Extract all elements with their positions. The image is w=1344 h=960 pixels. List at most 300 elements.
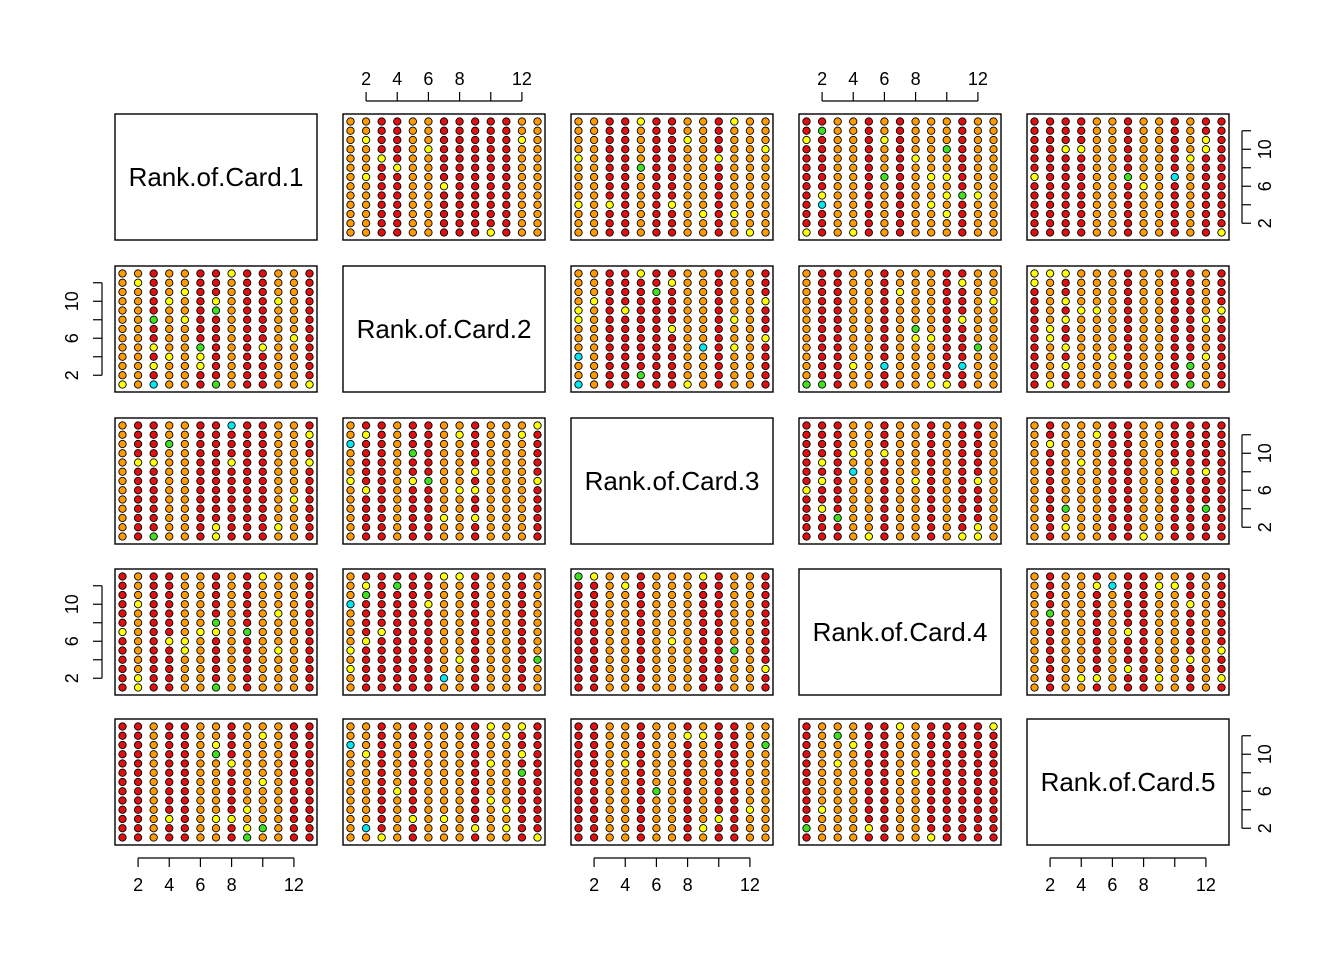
data-point [228,834,235,841]
data-point [275,675,282,682]
data-point [637,183,644,190]
data-point [471,524,478,531]
data-point [896,353,903,360]
data-point [534,638,541,645]
data-point [684,127,691,134]
data-point [881,825,888,832]
data-point [881,173,888,180]
data-point [881,279,888,286]
data-point [865,459,872,466]
data-point [306,422,313,429]
data-point [590,325,597,332]
data-point [347,619,354,626]
data-point [181,450,188,457]
data-point [150,450,157,457]
data-point [471,788,478,795]
data-point [1093,684,1100,691]
data-point [259,751,266,758]
data-point [1062,372,1069,379]
data-point [134,325,141,332]
data-point [1155,372,1162,379]
data-point [1046,665,1053,672]
data-point [378,582,385,589]
data-point [228,533,235,540]
data-point [119,440,126,447]
data-point [684,619,691,626]
data-point [1124,656,1131,663]
data-point [1171,136,1178,143]
data-point [1062,307,1069,314]
data-point [134,751,141,758]
data-point [1124,127,1131,134]
data-point [378,514,385,521]
data-point [762,372,769,379]
data-point [290,610,297,617]
data-point [228,769,235,776]
data-point [181,806,188,813]
data-point [534,422,541,429]
data-point [290,815,297,822]
data-point [731,127,738,134]
data-point [181,778,188,785]
data-point [197,344,204,351]
data-point [119,477,126,484]
data-point [197,656,204,663]
data-point [409,797,416,804]
data-point [134,656,141,663]
data-point [534,155,541,162]
data-point [1171,298,1178,305]
data-point [259,582,266,589]
data-point [927,723,934,730]
data-point [197,806,204,813]
data-point [150,533,157,540]
data-point [912,769,919,776]
data-point [622,834,629,841]
data-point [637,684,644,691]
data-point [943,769,950,776]
data-point [378,815,385,822]
data-point [471,741,478,748]
data-point [575,769,582,776]
data-point [1171,487,1178,494]
data-point [990,201,997,208]
data-point [456,760,463,767]
data-point [259,825,266,832]
data-point [1140,381,1147,388]
data-point [1109,468,1116,475]
data-point [487,468,494,475]
data-point [668,127,675,134]
data-point [927,514,934,521]
data-point [306,505,313,512]
data-point [394,192,401,199]
data-point [243,815,250,822]
data-point [803,325,810,332]
data-point [409,582,416,589]
data-point [896,524,903,531]
data-point [1155,422,1162,429]
panel-r4-c2 [343,569,545,695]
data-point [912,127,919,134]
data-point [818,288,825,295]
data-point [746,155,753,162]
data-point [306,619,313,626]
data-point [440,601,447,608]
data-point [119,797,126,804]
data-point [834,825,841,832]
data-point [1202,431,1209,438]
data-point [394,628,401,635]
data-point [1093,316,1100,323]
data-point [715,834,722,841]
data-point [440,496,447,503]
data-point [1171,220,1178,227]
data-point [166,797,173,804]
data-point [1078,582,1085,589]
data-point [228,487,235,494]
data-point [134,279,141,286]
data-point [306,815,313,822]
data-point [197,477,204,484]
data-point [166,279,173,286]
data-point [1140,201,1147,208]
data-point [762,806,769,813]
data-point [974,127,981,134]
data-point [503,468,510,475]
data-point [425,450,432,457]
data-point [746,146,753,153]
data-point [1155,325,1162,332]
data-point [534,183,541,190]
data-point [699,210,706,217]
data-point [606,591,613,598]
data-point [425,732,432,739]
data-point [275,760,282,767]
data-point [803,815,810,822]
data-point [378,778,385,785]
data-point [1202,220,1209,227]
data-point [990,192,997,199]
data-point [518,524,525,531]
data-point [1187,591,1194,598]
panel-r3-c3 [571,418,773,544]
data-point [503,477,510,484]
panel-r4-c1 [115,569,317,695]
data-point [534,192,541,199]
data-point [1202,201,1209,208]
data-point [1109,127,1116,134]
data-point [881,815,888,822]
data-point [1155,201,1162,208]
data-point [197,638,204,645]
data-point [275,353,282,360]
data-point [1124,279,1131,286]
data-point [150,514,157,521]
data-point [865,788,872,795]
tick-label: 6 [651,875,662,895]
data-point [212,325,219,332]
data-point [959,788,966,795]
data-point [606,136,613,143]
data-point [275,450,282,457]
data-point [668,732,675,739]
data-point [1218,325,1225,332]
data-point [1140,628,1147,635]
data-point [1031,514,1038,521]
data-point [362,201,369,208]
data-point [974,806,981,813]
data-point [959,325,966,332]
data-point [1062,468,1069,475]
data-point [134,353,141,360]
data-point [119,647,126,654]
data-point [653,647,660,654]
data-point [394,647,401,654]
data-point [834,353,841,360]
data-point [684,279,691,286]
data-point [1171,372,1178,379]
data-point [409,220,416,227]
data-point [228,797,235,804]
data-point [575,118,582,125]
data-point [181,769,188,776]
data-point [1062,477,1069,484]
data-point [487,591,494,598]
data-point [731,381,738,388]
data-point [684,591,691,598]
data-point [865,723,872,730]
data-point [622,788,629,795]
data-point [974,825,981,832]
data-point [1093,325,1100,332]
data-point [166,307,173,314]
data-point [134,582,141,589]
data-point [197,468,204,475]
data-point [990,741,997,748]
data-point [197,675,204,682]
data-point [306,582,313,589]
data-point [715,610,722,617]
data-point [762,769,769,776]
data-point [134,684,141,691]
data-point [1046,638,1053,645]
data-point [803,279,810,286]
data-point [974,431,981,438]
panel-r3-c2 [343,418,545,544]
data-point [181,732,188,739]
data-point [990,353,997,360]
data-point [487,769,494,776]
data-point [575,316,582,323]
data-point [378,524,385,531]
data-point [699,684,706,691]
tick-label: 10 [1255,744,1275,765]
data-point [865,183,872,190]
data-point [503,173,510,180]
data-point [456,797,463,804]
data-point [456,192,463,199]
data-point [1093,487,1100,494]
data-point [471,582,478,589]
data-point [927,183,934,190]
data-point [1124,118,1131,125]
data-point [959,825,966,832]
data-point [684,825,691,832]
data-point [715,155,722,162]
data-point [456,533,463,540]
data-point [1155,335,1162,342]
data-point [275,825,282,832]
data-point [1124,601,1131,608]
data-point [290,325,297,332]
data-point [503,118,510,125]
data-point [259,591,266,598]
data-point [668,723,675,730]
data-point [959,220,966,227]
data-point [1078,335,1085,342]
data-point [1078,344,1085,351]
data-point [715,307,722,314]
data-point [243,468,250,475]
data-point [699,344,706,351]
data-point [943,760,950,767]
data-point [440,582,447,589]
data-point [637,723,644,730]
data-point [1187,505,1194,512]
data-point [865,316,872,323]
tick-label: 6 [423,69,434,89]
data-point [1062,684,1069,691]
data-point [575,806,582,813]
data-point [1109,344,1116,351]
tick-label: 6 [1255,485,1275,496]
data-point [425,806,432,813]
data-point [896,459,903,466]
data-point [134,760,141,767]
data-point [1218,665,1225,672]
data-point [440,459,447,466]
data-point [850,173,857,180]
data-point [181,533,188,540]
data-point [834,533,841,540]
data-point [534,751,541,758]
data-point [425,422,432,429]
data-point [394,533,401,540]
data-point [912,496,919,503]
data-point [1187,307,1194,314]
data-point [347,610,354,617]
data-point [243,619,250,626]
data-point [865,372,872,379]
data-point [378,751,385,758]
data-point [575,628,582,635]
data-point [394,732,401,739]
data-point [746,723,753,730]
data-point [699,628,706,635]
data-point [850,524,857,531]
data-point [1140,210,1147,217]
data-point [440,741,447,748]
data-point [362,628,369,635]
data-point [197,270,204,277]
data-point [653,806,660,813]
data-point [881,487,888,494]
data-point [1031,316,1038,323]
data-point [425,665,432,672]
data-point [409,450,416,457]
data-point [990,146,997,153]
data-point [746,797,753,804]
data-point [362,422,369,429]
data-point [166,487,173,494]
data-point [1218,307,1225,314]
data-point [518,582,525,589]
data-point [590,127,597,134]
data-point [1093,665,1100,672]
data-point [181,647,188,654]
data-point [912,778,919,785]
data-point [290,732,297,739]
data-point [394,229,401,236]
data-point [699,298,706,305]
data-point [1109,675,1116,682]
data-point [1218,505,1225,512]
data-point [534,665,541,672]
data-point [575,815,582,822]
data-point [746,788,753,795]
data-point [803,760,810,767]
data-point [974,760,981,767]
data-point [575,684,582,691]
data-point [927,422,934,429]
data-point [762,229,769,236]
data-point [850,788,857,795]
data-point [347,684,354,691]
data-point [1124,316,1131,323]
data-point [347,422,354,429]
data-point [1124,164,1131,171]
data-point [1187,582,1194,589]
data-point [834,298,841,305]
data-point [1218,146,1225,153]
data-point [181,582,188,589]
data-point [275,487,282,494]
data-point [1078,647,1085,654]
data-point [1062,325,1069,332]
data-point [487,825,494,832]
data-point [896,477,903,484]
data-point [818,477,825,484]
data-point [518,450,525,457]
data-point [1187,136,1194,143]
data-point [731,665,738,672]
data-point [243,514,250,521]
data-point [456,751,463,758]
data-point [306,573,313,580]
data-point [425,741,432,748]
data-point [850,468,857,475]
data-point [606,610,613,617]
data-point [197,381,204,388]
data-point [425,459,432,466]
data-point [1171,601,1178,608]
data-point [1078,496,1085,503]
data-point [1093,450,1100,457]
data-point [834,325,841,332]
data-point [1124,582,1131,589]
data-point [974,118,981,125]
